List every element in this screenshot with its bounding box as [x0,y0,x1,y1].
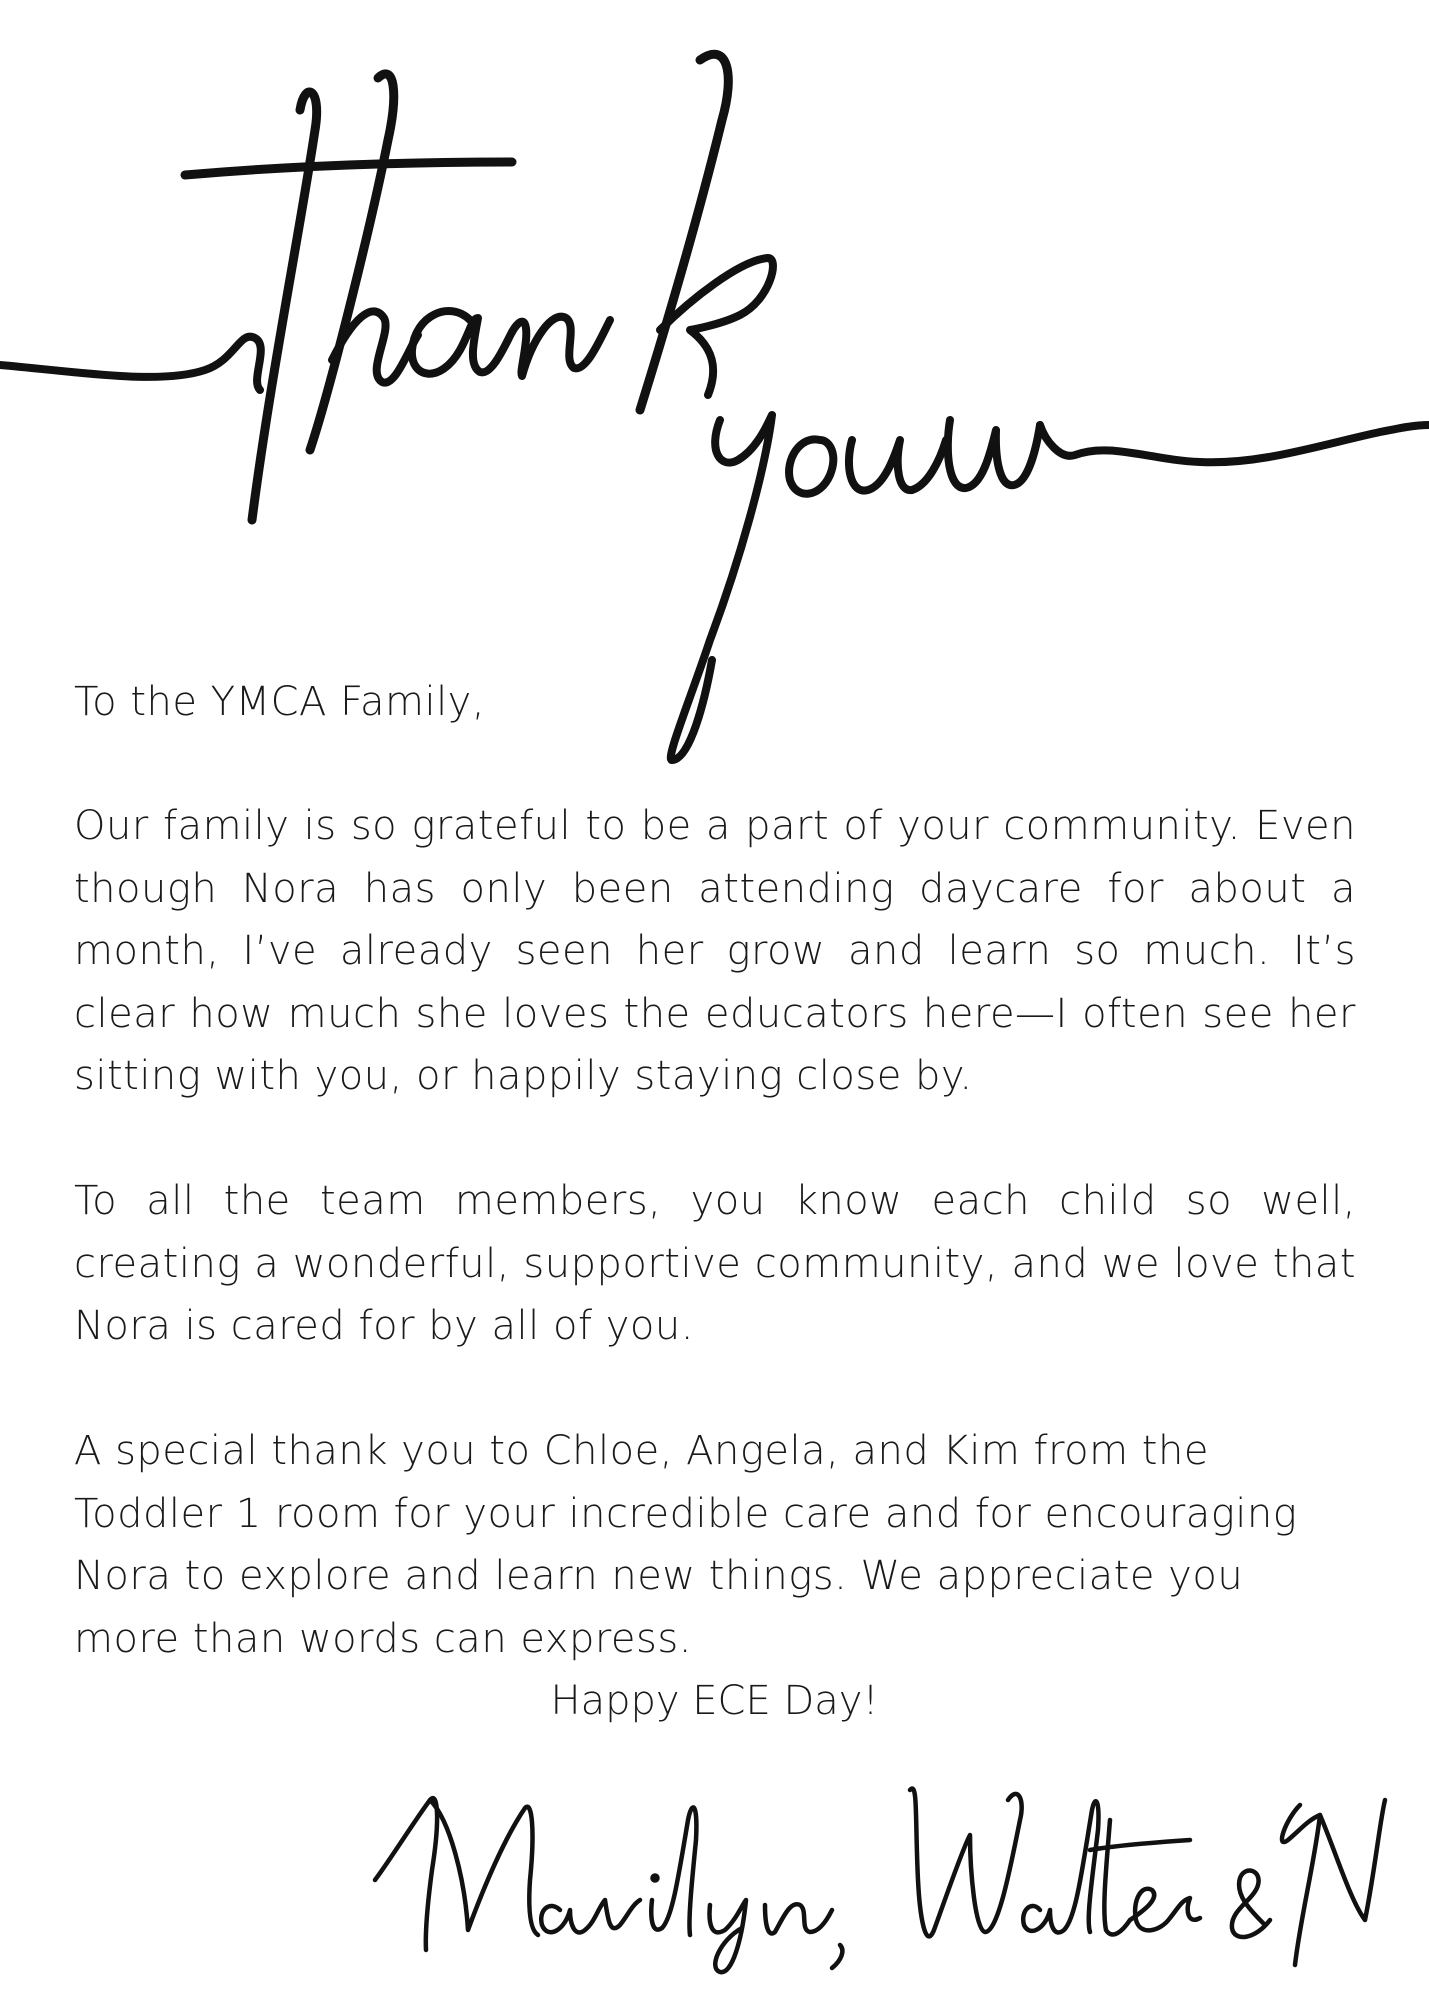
t-crossbar [185,162,512,175]
k-stem [640,54,728,410]
h-stem [310,74,394,450]
t-stem [252,92,317,520]
flourish-line-left [0,337,261,390]
a-bowl [412,311,512,374]
closing-line: Happy ECE Day! [550,1678,879,1724]
handwritten-signature [370,1760,1390,1975]
n-letter [512,317,610,376]
letter-greeting: To the YMCA Family, [74,679,486,725]
o-letter [789,439,833,493]
u-letter [849,440,946,491]
thank-you-handwritten-heading [0,0,1429,780]
letter-paragraph-3: A special thank you to Chloe, Angela, and Kim from the Toddler 1 room for your incredible care and for encouraging Nora to explore and learn new things. We appreciate you more than words can express. [74,1428,1298,1662]
letter-paragraph-1: Our family is so grateful to be a part of your community. Even though Nora has only been attending daycare for about a month, I’ve already seen her grow and learn so much. It’s clear how much she loves the educators here—I often see her sitting with you, or happily staying close by. [74,803,1356,1099]
letter-paragraph-2: To all the team members, you know each child so well, creating a wonderful, supportive community, and we love that Nora is cared for by all of you. [74,1178,1356,1349]
w-letter [948,420,1040,488]
flourish-line-right [1040,425,1429,462]
